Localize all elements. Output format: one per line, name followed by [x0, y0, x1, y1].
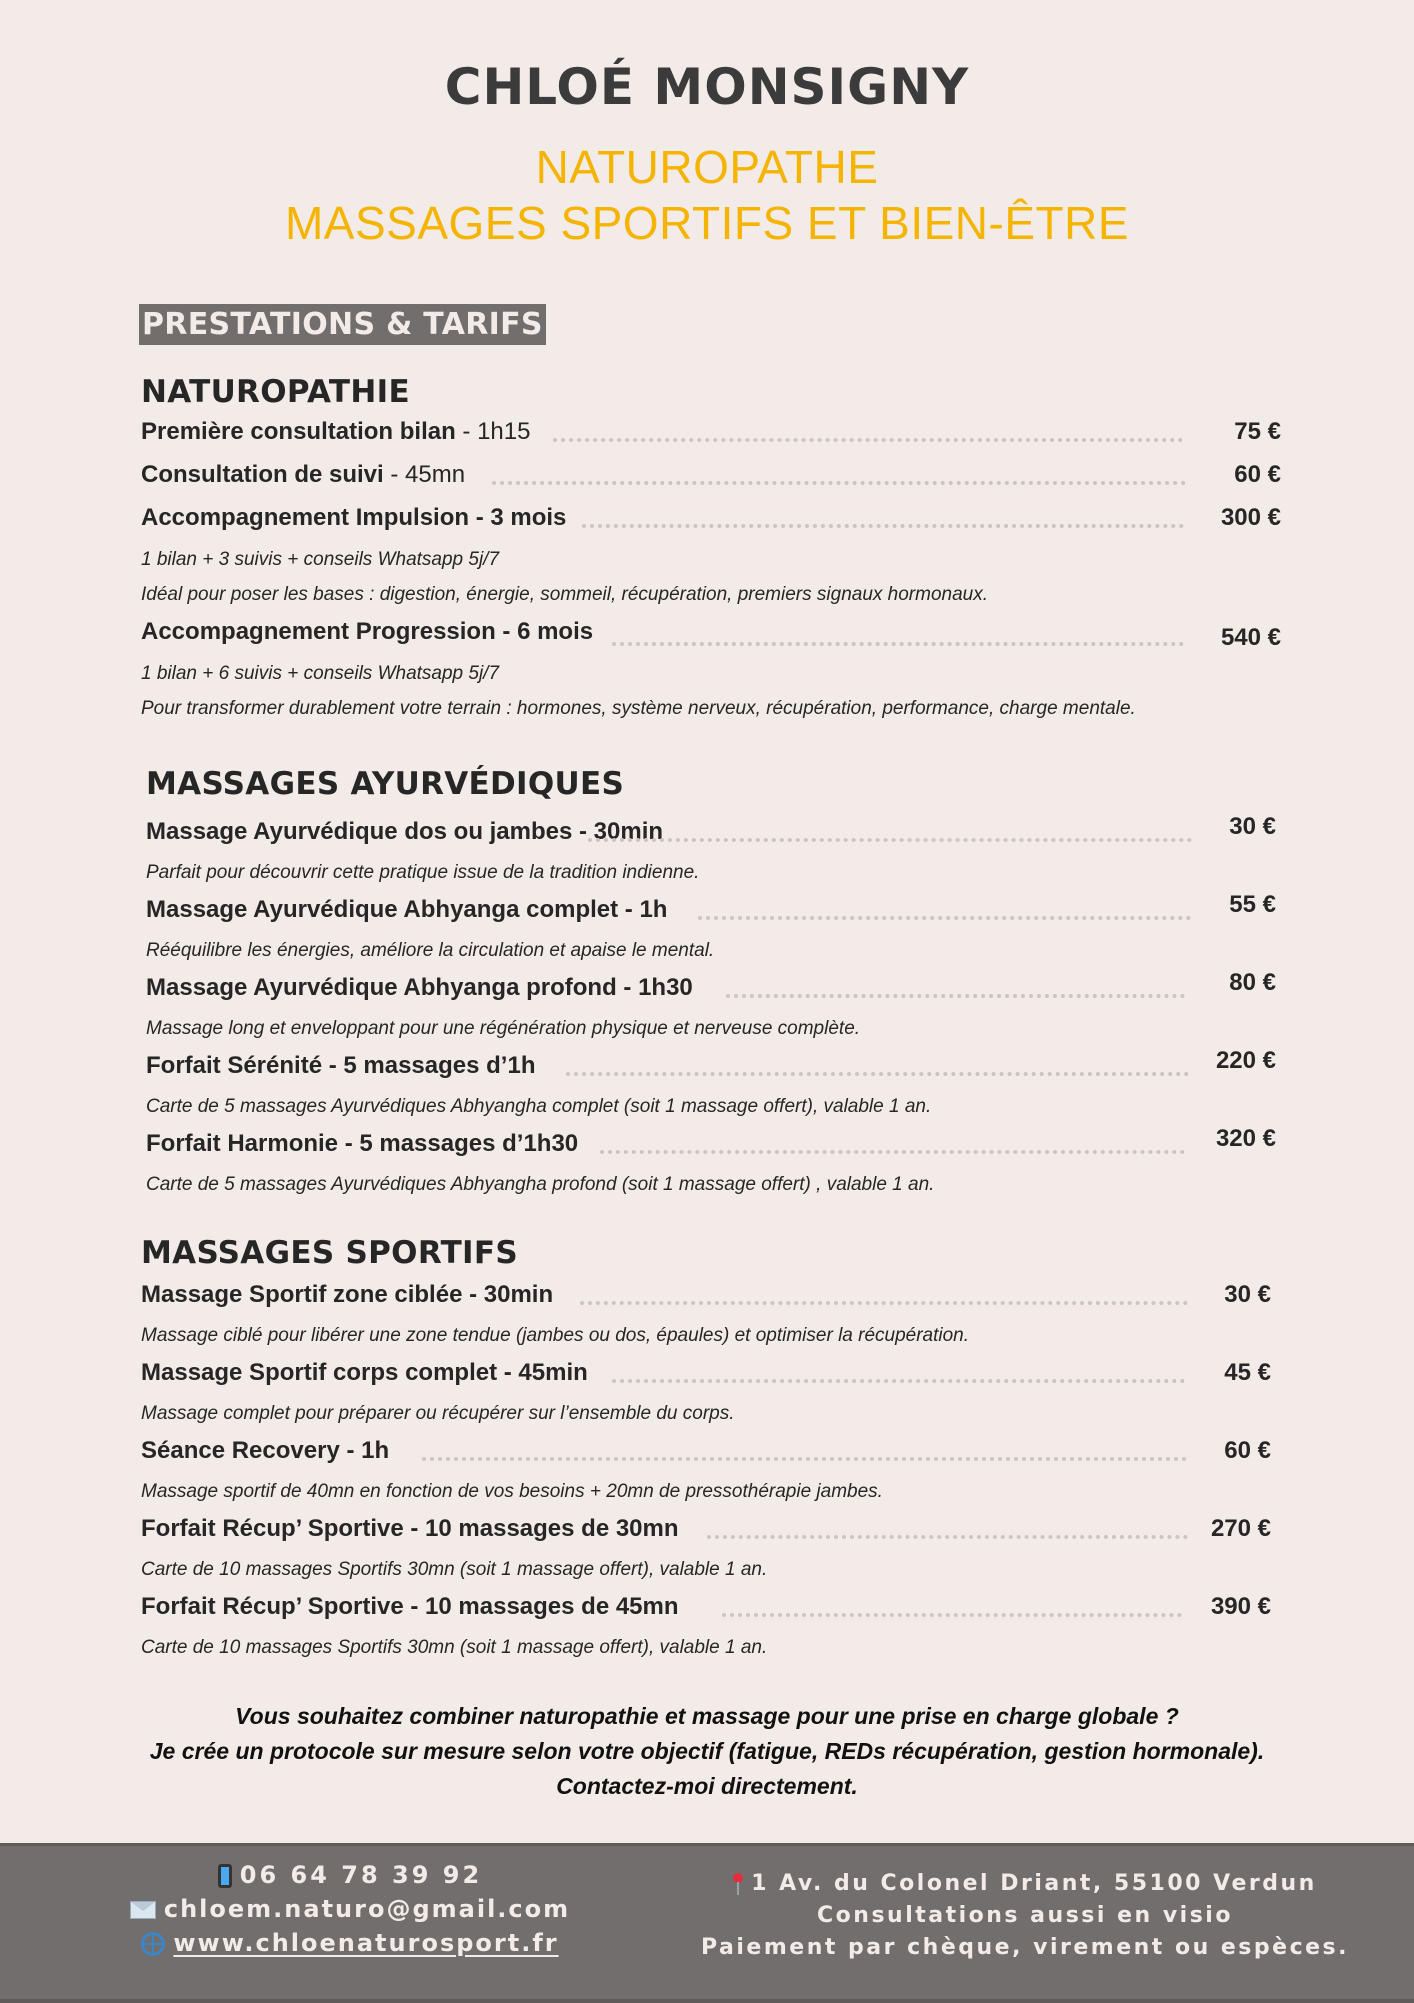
location-pin-icon [733, 1873, 743, 1895]
service-row [141, 1512, 1300, 1546]
service-row [146, 1127, 1300, 1161]
service-description: 1 bilan + 3 suivis + conseils Whatsapp 5j/7 [141, 549, 500, 570]
dotted-leader [492, 481, 1186, 485]
dotted-leader [582, 524, 1184, 528]
call-to-action [0, 1699, 1414, 1804]
service-name: Première consultation bilan - 1h15 [141, 418, 531, 445]
service-description: Carte de 5 massages Ayurvédiques Abhyangha complet (soit 1 massage offert), valable 1 an. [146, 1096, 932, 1117]
globe-icon [141, 1932, 165, 1956]
cta-line-2: Je crée un protocole sur mesure selon votre objectif (fatigue, REDs récupération, gestion hormonale). [149, 1738, 1265, 1764]
service-row [141, 458, 1300, 492]
service-price: 30 € [1224, 1281, 1271, 1308]
page-title: CHLOÉ MONSIGNY [444, 58, 970, 116]
service-description: Carte de 10 massages Sportifs 30mn (soit 1 massage offert), valable 1 an. [141, 1637, 768, 1658]
service-name: Forfait Harmonie - 5 massages d’1h30 [146, 1130, 579, 1157]
service-price: 390 € [1210, 1593, 1271, 1620]
service-description: Massage complet pour préparer ou récupérer sur l’ensemble du corps. [141, 1403, 735, 1424]
dotted-leader [707, 1535, 1188, 1539]
footer-info [690, 1868, 1360, 1964]
service-price: 540 € [1220, 624, 1281, 651]
service-row [141, 615, 1300, 649]
dotted-leader [722, 1613, 1182, 1617]
service-name: Séance Recovery - 1h [141, 1437, 390, 1464]
service-row [141, 1356, 1300, 1390]
service-name: Accompagnement Progression - 6 mois [141, 618, 594, 645]
service-row [141, 501, 1300, 535]
service-row [141, 1434, 1300, 1468]
footer-address [690, 1868, 1360, 1900]
service-name: Forfait Sérénité - 5 massages d’1h [146, 1052, 536, 1079]
service-row [141, 1590, 1300, 1624]
address-text: 1 Av. du Colonel Driant, 55100 Verdun [751, 1871, 1317, 1896]
service-duration: - 45mn [383, 461, 466, 488]
section-title: MASSAGES SPORTIFS [141, 1235, 518, 1271]
dotted-leader [422, 1457, 1187, 1461]
footer-website[interactable] [60, 1926, 640, 1960]
service-description: Carte de 5 massages Ayurvédiques Abhyangha profond (soit 1 massage offert) , valable 1 an. [146, 1174, 935, 1195]
service-price: 300 € [1220, 504, 1281, 531]
service-price: 75 € [1234, 418, 1281, 445]
footer-contact [60, 1858, 640, 1960]
service-name: Forfait Récup’ Sportive - 10 massages de 30mn [141, 1515, 679, 1542]
dotted-leader [580, 1301, 1188, 1305]
footer-visio: Consultations aussi en visio [817, 1903, 1233, 1928]
service-name: Massage Ayurvédique dos ou jambes - 30min [146, 818, 664, 845]
service-description: Rééquilibre les énergies, améliore la circulation et apaise le mental. [146, 940, 715, 961]
service-description: Massage long et enveloppant pour une régénération physique et nerveuse complète. [146, 1018, 861, 1039]
service-row [146, 893, 1300, 927]
service-price: 30 € [1229, 813, 1276, 840]
dotted-leader [612, 1379, 1185, 1383]
service-description: Pour transformer durablement votre terrain : hormones, système nerveux, récupération, performance, charge mentale. [141, 698, 1136, 719]
subtitle-specialties: MASSAGES SPORTIFS ET BIEN-ÊTRE [284, 197, 1130, 249]
dotted-leader [726, 994, 1185, 998]
section-title: NATUROPATHIE [141, 374, 410, 410]
footer-phone[interactable] [60, 1858, 640, 1892]
email-icon [130, 1901, 156, 1919]
service-row [141, 1278, 1300, 1312]
service-row [146, 815, 1300, 849]
section-title: MASSAGES AYURVÉDIQUES [146, 766, 625, 802]
service-name: Massage Ayurvédique Abhyanga complet - 1h [146, 896, 668, 923]
footer-email[interactable] [60, 1892, 640, 1926]
dotted-leader [553, 438, 1183, 442]
service-description: Carte de 10 massages Sportifs 30mn (soit 1 massage offert), valable 1 an. [141, 1559, 768, 1580]
dotted-leader [600, 1150, 1185, 1154]
service-description: Idéal pour poser les bases : digestion, énergie, sommeil, récupération, premiers signaux hormonaux. [141, 584, 989, 605]
dotted-leader [566, 1072, 1189, 1076]
service-description: Massage ciblé pour libérer une zone tendue (jambes ou dos, épaules) et optimiser la récupération. [141, 1325, 970, 1346]
subtitle-profession: NATUROPATHE [535, 141, 879, 193]
phone-number[interactable]: 06 64 78 39 92 [239, 1861, 483, 1889]
service-price: 45 € [1224, 1359, 1271, 1386]
footer-payment: Paiement par chèque, virement ou espèces. [701, 1935, 1349, 1960]
service-name: Massage Sportif zone ciblée - 30min [141, 1281, 554, 1308]
service-price: 80 € [1229, 969, 1276, 996]
service-description: 1 bilan + 6 suivis + conseils Whatsapp 5j/7 [141, 663, 500, 684]
service-name: Consultation de suivi - 45mn [141, 461, 466, 488]
service-description: Massage sportif de 40mn en fonction de vos besoins + 20mn de pressothérapie jambes. [141, 1481, 883, 1502]
service-description: Parfait pour découvrir cette pratique issue de la tradition indienne. [146, 862, 700, 883]
cta-line-3: Contactez-moi directement. [556, 1773, 858, 1799]
service-price: 320 € [1215, 1125, 1276, 1152]
prestations-badge: PRESTATIONS & TARIFS [139, 304, 546, 345]
service-name: Forfait Récup’ Sportive - 10 massages de 45mn [141, 1593, 679, 1620]
service-price: 55 € [1229, 891, 1276, 918]
service-name: Massage Sportif corps complet - 45min [141, 1359, 588, 1386]
service-price: 220 € [1215, 1047, 1276, 1074]
dotted-leader [698, 916, 1191, 920]
phone-icon [218, 1864, 232, 1888]
website-link[interactable]: www.chloenaturosport.fr [173, 1929, 559, 1957]
dotted-leader [588, 838, 1192, 842]
footer [0, 1843, 1414, 2003]
service-price: 60 € [1224, 1437, 1271, 1464]
service-price: 270 € [1210, 1515, 1271, 1542]
cta-line-1: Vous souhaitez combiner naturopathie et massage pour une prise en charge globale ? [235, 1703, 1179, 1729]
service-duration: - 1h15 [455, 418, 531, 445]
service-row [146, 971, 1300, 1005]
service-row [146, 1049, 1300, 1083]
service-row [141, 415, 1300, 449]
email-address[interactable]: chloem.naturo@gmail.com [163, 1895, 571, 1923]
service-name: Accompagnement Impulsion - 3 mois [141, 504, 567, 531]
dotted-leader [612, 642, 1184, 646]
service-price: 60 € [1234, 461, 1281, 488]
service-name: Massage Ayurvédique Abhyanga profond - 1h30 [146, 974, 693, 1001]
